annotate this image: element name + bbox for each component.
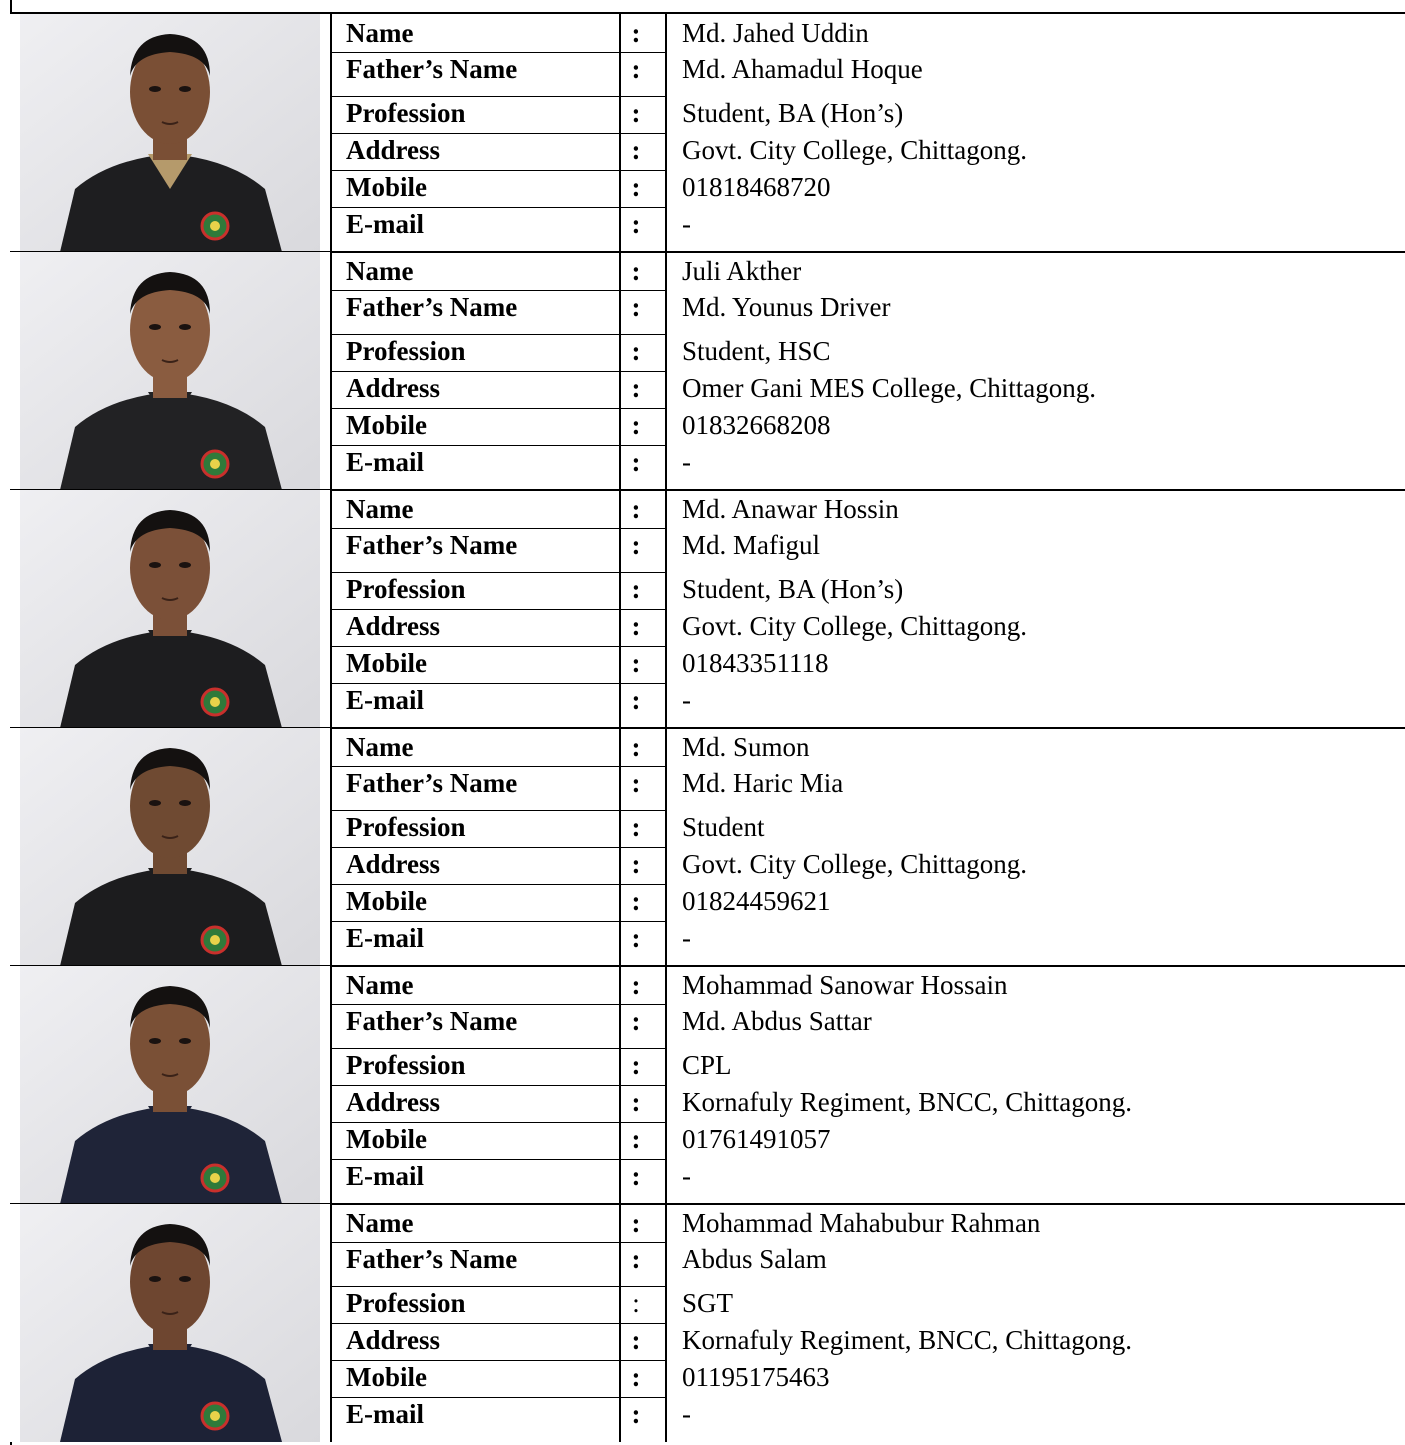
field-value-email: - bbox=[682, 923, 691, 953]
field-label: E-mail bbox=[346, 923, 424, 953]
field-value-email: - bbox=[682, 685, 691, 715]
field-value-profession: Student bbox=[682, 812, 765, 842]
row-divider bbox=[330, 1360, 666, 1361]
field-label: Profession bbox=[346, 1050, 466, 1080]
participant-record bbox=[10, 728, 1405, 966]
field-label: Profession bbox=[346, 812, 466, 842]
field-label: Mobile bbox=[346, 886, 427, 916]
participant-photo bbox=[20, 966, 320, 1204]
row-divider bbox=[330, 572, 666, 573]
field-value-father: Md. Haric Mia bbox=[682, 768, 844, 798]
row-divider bbox=[330, 1159, 666, 1160]
field-label: Name bbox=[346, 256, 414, 286]
field-label: Father’s Name bbox=[346, 1006, 518, 1036]
field-label: Name bbox=[346, 970, 414, 1000]
field-colon: : bbox=[631, 1399, 641, 1429]
participant-photo bbox=[20, 490, 320, 728]
field-colon: : bbox=[631, 1087, 641, 1117]
field-label: Name bbox=[346, 1208, 414, 1238]
field-colon: : bbox=[631, 98, 641, 128]
participant-photo bbox=[20, 1204, 320, 1442]
row-divider bbox=[330, 207, 666, 208]
field-value-father: Md. Younus Driver bbox=[682, 292, 891, 322]
field-label: Profession bbox=[346, 98, 466, 128]
field-label: Name bbox=[346, 494, 414, 524]
row-divider bbox=[330, 371, 666, 372]
field-label: Mobile bbox=[346, 648, 427, 678]
field-label: Father’s Name bbox=[346, 530, 518, 560]
photo-cell bbox=[10, 1204, 330, 1442]
field-label: Address bbox=[346, 1325, 441, 1355]
row-divider bbox=[330, 1242, 666, 1243]
field-label: Name bbox=[346, 18, 414, 48]
row-divider bbox=[330, 921, 666, 922]
field-label: Profession bbox=[346, 574, 466, 604]
field-value-email: - bbox=[682, 1399, 691, 1429]
field-label: Address bbox=[346, 1087, 441, 1117]
row-divider bbox=[330, 1048, 666, 1049]
participant-photo-svg bbox=[20, 490, 320, 728]
field-label: Mobile bbox=[346, 172, 427, 202]
field-value-address: Govt. City College, Chittagong. bbox=[682, 135, 1027, 165]
row-divider bbox=[330, 1122, 666, 1123]
field-colon: : bbox=[631, 1244, 641, 1274]
field-value-profession: Student, HSC bbox=[682, 336, 831, 366]
field-value-address: Kornafuly Regiment, BNCC, Chittagong. bbox=[682, 1325, 1132, 1355]
field-label: E-mail bbox=[346, 1399, 424, 1429]
field-label: Name bbox=[346, 732, 414, 762]
field-label: Father’s Name bbox=[346, 292, 518, 322]
row-divider bbox=[330, 528, 666, 529]
field-label: Mobile bbox=[346, 1124, 427, 1154]
field-colon: : bbox=[631, 54, 641, 84]
field-label: E-mail bbox=[346, 685, 424, 715]
field-colon: : bbox=[631, 732, 641, 762]
field-value-name: Md. Sumon bbox=[682, 732, 810, 762]
field-value-mobile: 01195175463 bbox=[682, 1362, 830, 1392]
field-colon: : bbox=[631, 648, 641, 678]
field-colon: : bbox=[631, 1325, 641, 1355]
field-value-name: Md. Anawar Hossin bbox=[682, 494, 899, 524]
field-value-name: Mohammad Mahabubur Rahman bbox=[682, 1208, 1041, 1238]
field-colon: : bbox=[631, 135, 641, 165]
row-divider bbox=[330, 1004, 666, 1005]
field-colon: : bbox=[631, 1161, 641, 1191]
field-label: E-mail bbox=[346, 209, 424, 239]
row-divider bbox=[330, 133, 666, 134]
field-value-mobile: 01818468720 bbox=[682, 172, 831, 202]
participant-photo-svg bbox=[20, 728, 320, 966]
field-colon: : bbox=[631, 970, 641, 1000]
participant-record bbox=[10, 966, 1405, 1204]
photo-cell bbox=[10, 490, 330, 728]
field-value-profession: Student, BA (Hon’s) bbox=[682, 98, 904, 128]
field-value-father: Md. Mafigul bbox=[682, 530, 820, 560]
row-divider bbox=[330, 1286, 666, 1287]
field-value-address: Kornafuly Regiment, BNCC, Chittagong. bbox=[682, 1087, 1132, 1117]
row-divider bbox=[330, 609, 666, 610]
field-colon: : bbox=[631, 886, 641, 916]
field-label: Mobile bbox=[346, 1362, 427, 1392]
field-colon: : bbox=[631, 373, 641, 403]
field-colon: : bbox=[632, 1288, 640, 1318]
field-colon: : bbox=[631, 209, 641, 239]
field-colon: : bbox=[631, 447, 641, 477]
field-colon: : bbox=[631, 923, 641, 953]
participant-photo-svg bbox=[20, 966, 320, 1204]
participant-record bbox=[10, 14, 1405, 252]
row-divider bbox=[330, 683, 666, 684]
field-colon: : bbox=[631, 768, 641, 798]
participant-record bbox=[10, 252, 1405, 490]
participant-photo-svg bbox=[20, 252, 320, 490]
row-divider bbox=[330, 810, 666, 811]
field-label: Mobile bbox=[346, 410, 427, 440]
field-colon: : bbox=[631, 611, 641, 641]
row-divider bbox=[330, 1323, 666, 1324]
field-colon: : bbox=[631, 18, 641, 48]
field-label: Father’s Name bbox=[346, 1244, 518, 1274]
field-colon: : bbox=[631, 685, 641, 715]
row-divider bbox=[330, 1085, 666, 1086]
participant-photo-svg bbox=[20, 14, 320, 252]
field-value-father: Md. Ahamadul Hoque bbox=[682, 54, 923, 84]
field-label: Profession bbox=[346, 336, 466, 366]
participant-record bbox=[10, 490, 1405, 728]
field-colon: : bbox=[631, 336, 641, 366]
row-divider bbox=[330, 170, 666, 171]
field-colon: : bbox=[631, 410, 641, 440]
field-colon: : bbox=[631, 812, 641, 842]
photo-cell bbox=[10, 728, 330, 966]
field-label: Address bbox=[346, 611, 441, 641]
field-value-father: Md. Abdus Sattar bbox=[682, 1006, 872, 1036]
field-value-father: Abdus Salam bbox=[682, 1244, 827, 1274]
field-value-email: - bbox=[682, 209, 691, 239]
field-value-address: Govt. City College, Chittagong. bbox=[682, 849, 1027, 879]
photo-cell bbox=[10, 14, 330, 252]
field-colon: : bbox=[631, 494, 641, 524]
field-colon: : bbox=[631, 530, 641, 560]
field-value-email: - bbox=[682, 447, 691, 477]
field-colon: : bbox=[631, 1050, 641, 1080]
field-value-profession: CPL bbox=[682, 1050, 732, 1080]
field-value-profession: SGT bbox=[682, 1288, 734, 1318]
field-label: Address bbox=[346, 373, 441, 403]
field-value-address: Govt. City College, Chittagong. bbox=[682, 611, 1027, 641]
field-value-name: Juli Akther bbox=[682, 256, 802, 286]
field-colon: : bbox=[631, 172, 641, 202]
field-value-name: Mohammad Sanowar Hossain bbox=[682, 970, 1008, 1000]
field-value-mobile: 01761491057 bbox=[682, 1124, 831, 1154]
participant-record bbox=[10, 1204, 1405, 1442]
row-divider bbox=[330, 408, 666, 409]
row-divider bbox=[330, 884, 666, 885]
field-value-address: Omer Gani MES College, Chittagong. bbox=[682, 373, 1096, 403]
field-label: Father’s Name bbox=[346, 54, 518, 84]
field-colon: : bbox=[631, 256, 641, 286]
field-label: E-mail bbox=[346, 447, 424, 477]
field-colon: : bbox=[631, 1362, 641, 1392]
field-label: Address bbox=[346, 849, 441, 879]
field-label: Father’s Name bbox=[346, 768, 518, 798]
photo-cell bbox=[10, 966, 330, 1204]
field-label: Address bbox=[346, 135, 441, 165]
field-value-name: Md. Jahed Uddin bbox=[682, 18, 869, 48]
field-label: E-mail bbox=[346, 1161, 424, 1191]
row-divider bbox=[330, 445, 666, 446]
field-value-profession: Student, BA (Hon’s) bbox=[682, 574, 904, 604]
field-value-mobile: 01843351118 bbox=[682, 648, 829, 678]
photo-cell bbox=[10, 252, 330, 490]
field-value-mobile: 01824459621 bbox=[682, 886, 831, 916]
field-colon: : bbox=[631, 574, 641, 604]
row-divider bbox=[330, 96, 666, 97]
field-colon: : bbox=[631, 1208, 641, 1238]
row-divider bbox=[330, 766, 666, 767]
row-divider bbox=[330, 52, 666, 53]
participant-photo-svg bbox=[20, 1204, 320, 1442]
row-divider bbox=[330, 290, 666, 291]
field-colon: : bbox=[631, 1124, 641, 1154]
row-divider bbox=[330, 646, 666, 647]
participant-photo bbox=[20, 252, 320, 490]
field-value-mobile: 01832668208 bbox=[682, 410, 831, 440]
field-colon: : bbox=[631, 1006, 641, 1036]
row-divider bbox=[330, 334, 666, 335]
field-value-email: - bbox=[682, 1161, 691, 1191]
row-divider bbox=[330, 847, 666, 848]
field-colon: : bbox=[631, 292, 641, 322]
row-divider bbox=[330, 1397, 666, 1398]
field-label: Profession bbox=[346, 1288, 466, 1318]
field-colon: : bbox=[631, 849, 641, 879]
participant-photo bbox=[20, 728, 320, 966]
participant-photo bbox=[20, 14, 320, 252]
